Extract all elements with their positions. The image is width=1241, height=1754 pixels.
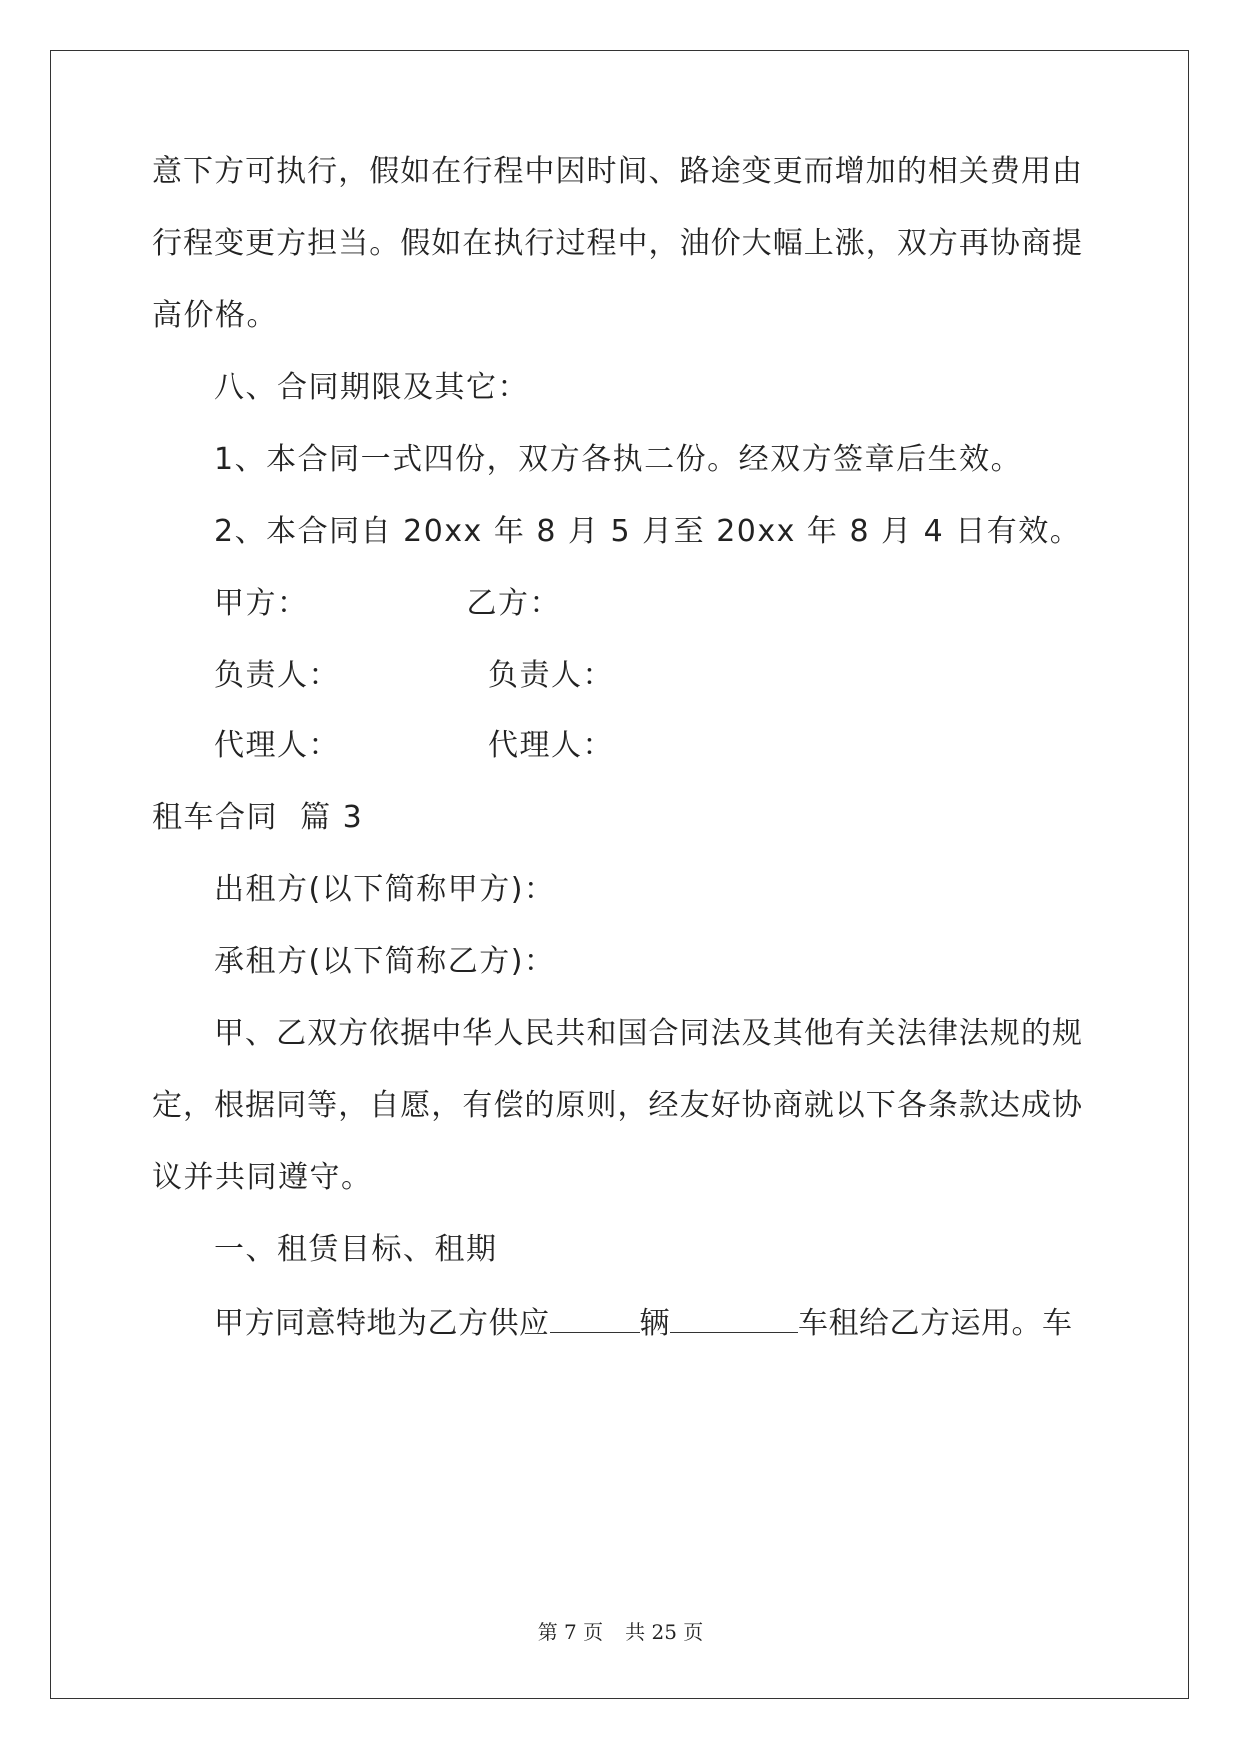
section-heading: 八、合同期限及其它： (214, 370, 529, 405)
page-footer (0, 1616, 1241, 1645)
signature-row (214, 726, 614, 766)
clause-line (214, 1302, 1073, 1344)
section-heading: 一、租赁目标、租期 (214, 1232, 498, 1267)
paragraph-line: 高价格。 (152, 298, 278, 333)
paragraph-line: 意下方可执行，假如在行程中因时间、路途变更而增加的相关费用由 (152, 154, 1082, 189)
principal-b-label: 负责人： (488, 658, 614, 693)
agent-a-label: 代理人： (214, 728, 340, 763)
clause-item: 1、本合同一式四份，双方各执二份。经双方签章后生效。 (214, 442, 1023, 477)
clause-text: 甲方同意特地为乙方供应 (214, 1306, 550, 1341)
clause-text: 辆 (639, 1306, 670, 1341)
page-number: 第 7 页 (537, 1620, 604, 1644)
vehicle-type-blank (670, 1302, 798, 1333)
party-a-label: 甲方： (214, 586, 309, 621)
lessee-line: 承租方(以下简称乙方)： (214, 944, 556, 979)
signature-row (214, 584, 561, 624)
paragraph-line: 行程变更方担当。假如在执行过程中，油价大幅上涨，双方再协商提 (152, 226, 1082, 261)
signature-row (214, 656, 614, 696)
clause-item: 2、本合同自 20xx 年 8 月 5 月至 20xx 年 8 月 4 日有效。 (214, 514, 1082, 549)
paragraph-line: 议并共同遵守。 (152, 1160, 373, 1195)
lessor-line: 出租方(以下简称甲方)： (214, 872, 556, 907)
page-total: 共 25 页 (625, 1620, 704, 1644)
paragraph-line: 定，根据同等，自愿，有偿的原则，经友好协商就以下各条款达成协 (152, 1088, 1082, 1123)
contract-title: 租车合同 篇 3 (152, 800, 364, 835)
clause-text: 车租给乙方运用。车 (798, 1306, 1073, 1341)
principal-a-label: 负责人： (214, 658, 340, 693)
paragraph-line: 甲、乙双方依据中华人民共和国合同法及其他有关法律法规的规 (214, 1016, 1082, 1051)
vehicle-count-blank (550, 1302, 640, 1333)
agent-b-label: 代理人： (488, 728, 614, 763)
party-b-label: 乙方： (466, 586, 561, 621)
